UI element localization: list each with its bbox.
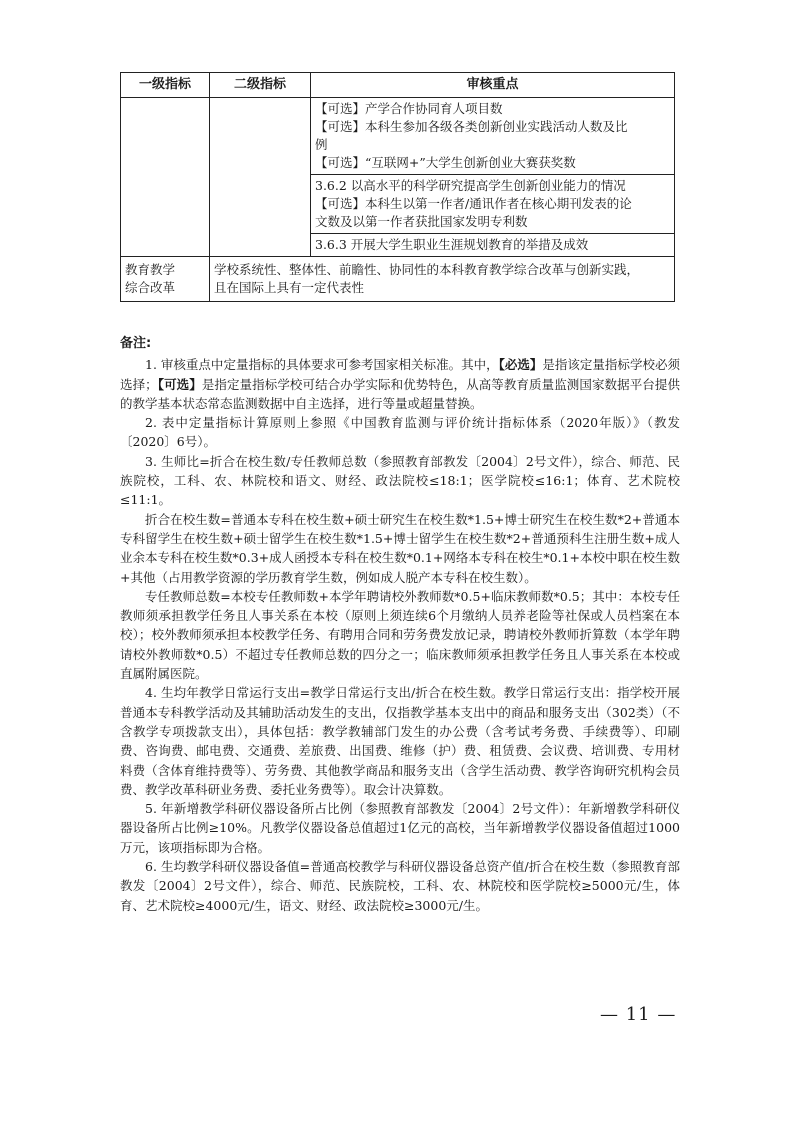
content-line: 学校系统性、整体性、前瞻性、协同性的本科教育教学综合改革与创新实践， — [214, 262, 640, 277]
note-paragraph: 5. 年新增教学科研仪器设备所占比例（参照教育部教发〔2004〕2号文件）：年新增教学科研仪器设备所占比例≥10%。凡教学仪器设备总值超过1亿元的高校，当年新增教学仪器设备值超过1000万元，该项指标即为合格。 — [120, 801, 680, 855]
notes-section — [120, 334, 680, 915]
header-level1: 一级指标 — [121, 73, 210, 98]
review-block-3-6-3 — [311, 234, 675, 257]
content-line: 且在国际上具有一定代表性 — [214, 280, 365, 295]
review-line: 文数及以第一作者获批国家发明专利数 — [315, 214, 528, 229]
header-review-focus: 审核重点 — [311, 73, 675, 98]
note-paragraph: 6. 生均教学科研仪器设备值=普通高校教学与科研仪器设备总资产值/折合在校生数（参照教育部教发〔2004〕2号文件），综合、师范、民族院校，工科、农、林院校和医学院校≥5000元/生，体育、艺术院校≥4000元/生，语文、财经、政法院校≥3000元/生。 — [120, 859, 680, 913]
required-tag: 【必选】 — [498, 357, 543, 373]
note-text: 是指定量指标学校可结合办学实际和优势特色，从高等教育质量监测国家数据平台提供的教学基本状态常态监测数据中自主选择，进行等量或超量替换。 — [120, 376, 680, 411]
note-text: 1. 审核重点中定量指标的具体要求可参考国家相关标准。其中， — [145, 357, 499, 373]
note-paragraph: 专任教师总数=本校专任教师数+本学年聘请校外教师数*0.5+临床教师数*0.5；其中：本校专任教师须承担教学任务且人事关系在本校（原则上须连续6个月缴纳人员养老险等社保或人员档案在本校）；校外教师须承担本校教学任务、有聘用合同和劳务费发放记录，聘请校外教师折算数（本学年聘请校外教师数*0.5）不超过专任教师总数的四分之一；临床教师须承担教学任务且人事关系在本校或直属附属医院。 — [120, 588, 680, 682]
note-paragraph: 2. 表中定量指标计算原则上参照《中国教育监测与评价统计指标体系（2020年版）》（教发〔2020〕6号）。 — [120, 415, 680, 450]
page-number: — 11 — — [600, 1004, 677, 1025]
table-header-row — [121, 73, 675, 98]
note-paragraph — [120, 355, 680, 413]
table-row — [121, 257, 675, 302]
header-level2: 二级指标 — [210, 73, 311, 98]
level1-cell-empty — [121, 98, 210, 257]
note-paragraph: 3. 生师比=折合在校生数/专任教师总数（参照教育部教发〔2004〕2号文件），综合、师范、民族院校，工科、农、林院校和语文、财经、政法院校≤18:1；医学院校≤16:1；体育、艺术院校≤11:1。 — [120, 453, 680, 508]
level1-label-line: 综合改革 — [125, 280, 176, 295]
review-line: 【可选】“互联网+”大学生创新创业大赛获奖数 — [315, 155, 576, 170]
optional-tag: 【可选】 — [157, 376, 202, 392]
notes-title: 备注: — [120, 336, 152, 351]
review-block-optional-innovation — [311, 98, 675, 175]
review-block-3-6-2 — [311, 175, 675, 234]
note-text: 是指该定量指标学校必须选择； — [120, 357, 680, 392]
review-line: 3.6.2 以高水平的科学研究提高学生创新创业能力的情况 — [315, 178, 626, 193]
review-line: 【可选】产学合作协同育人项目数 — [315, 101, 503, 116]
education-reform-content — [210, 257, 675, 302]
note-paragraph: 折合在校生数=普通本专科在校生数+硕士研究生在校生数*1.5+博士研究生在校生数*2+普通本专科留学生在校生数+硕士留学生在校生数*1.5+博士留学生在校生数*2+普通预科生注册生数+成人业余本专科在校生数*0.3+成人函授本专科在校生数*0.1+网络本专科在校生*0.1+本校中职在校生数+其他（占用教学资源的学历教育学生数，例如成人脱产本专科在校生数）。 — [120, 511, 680, 585]
note-paragraph: 4. 生均年教学日常运行支出=教学日常运行支出/折合在校生数。教学日常运行支出：指学校开展普通本专科教学活动及其辅助活动发生的支出，仅指教学基本支出中的商品和服务支出（302类）（不含教学专项拨款支出），具体包括：教学教辅部门发生的办公费（含考试考务费、手续费等）、印刷费、咨询费、邮电费、交通费、差旅费、出国费、维修（护）费、租赁费、会议费、培训费、专用材料费（含体育维持费等）、劳务费、其他教学商品和服务支出（含学生活动费、教学咨询研究机构会员费、教学改革科研业务费、委托业务费等）。取会计决算数。 — [120, 685, 680, 797]
level2-cell-empty — [210, 98, 311, 257]
review-line: 3.6.3 开展大学生职业生涯规划教育的举措及成效 — [315, 237, 589, 252]
level1-label-line: 教育教学 — [125, 262, 176, 277]
review-line: 【可选】本科生参加各级各类创新创业实践活动人数及比 — [315, 119, 628, 134]
level1-cell-education-reform — [121, 257, 210, 302]
review-line: 【可选】本科生以第一作者/通讯作者在核心期刊发表的论 — [315, 196, 632, 211]
review-table — [120, 72, 675, 302]
review-line: 例 — [315, 137, 328, 152]
table-row — [121, 98, 675, 175]
